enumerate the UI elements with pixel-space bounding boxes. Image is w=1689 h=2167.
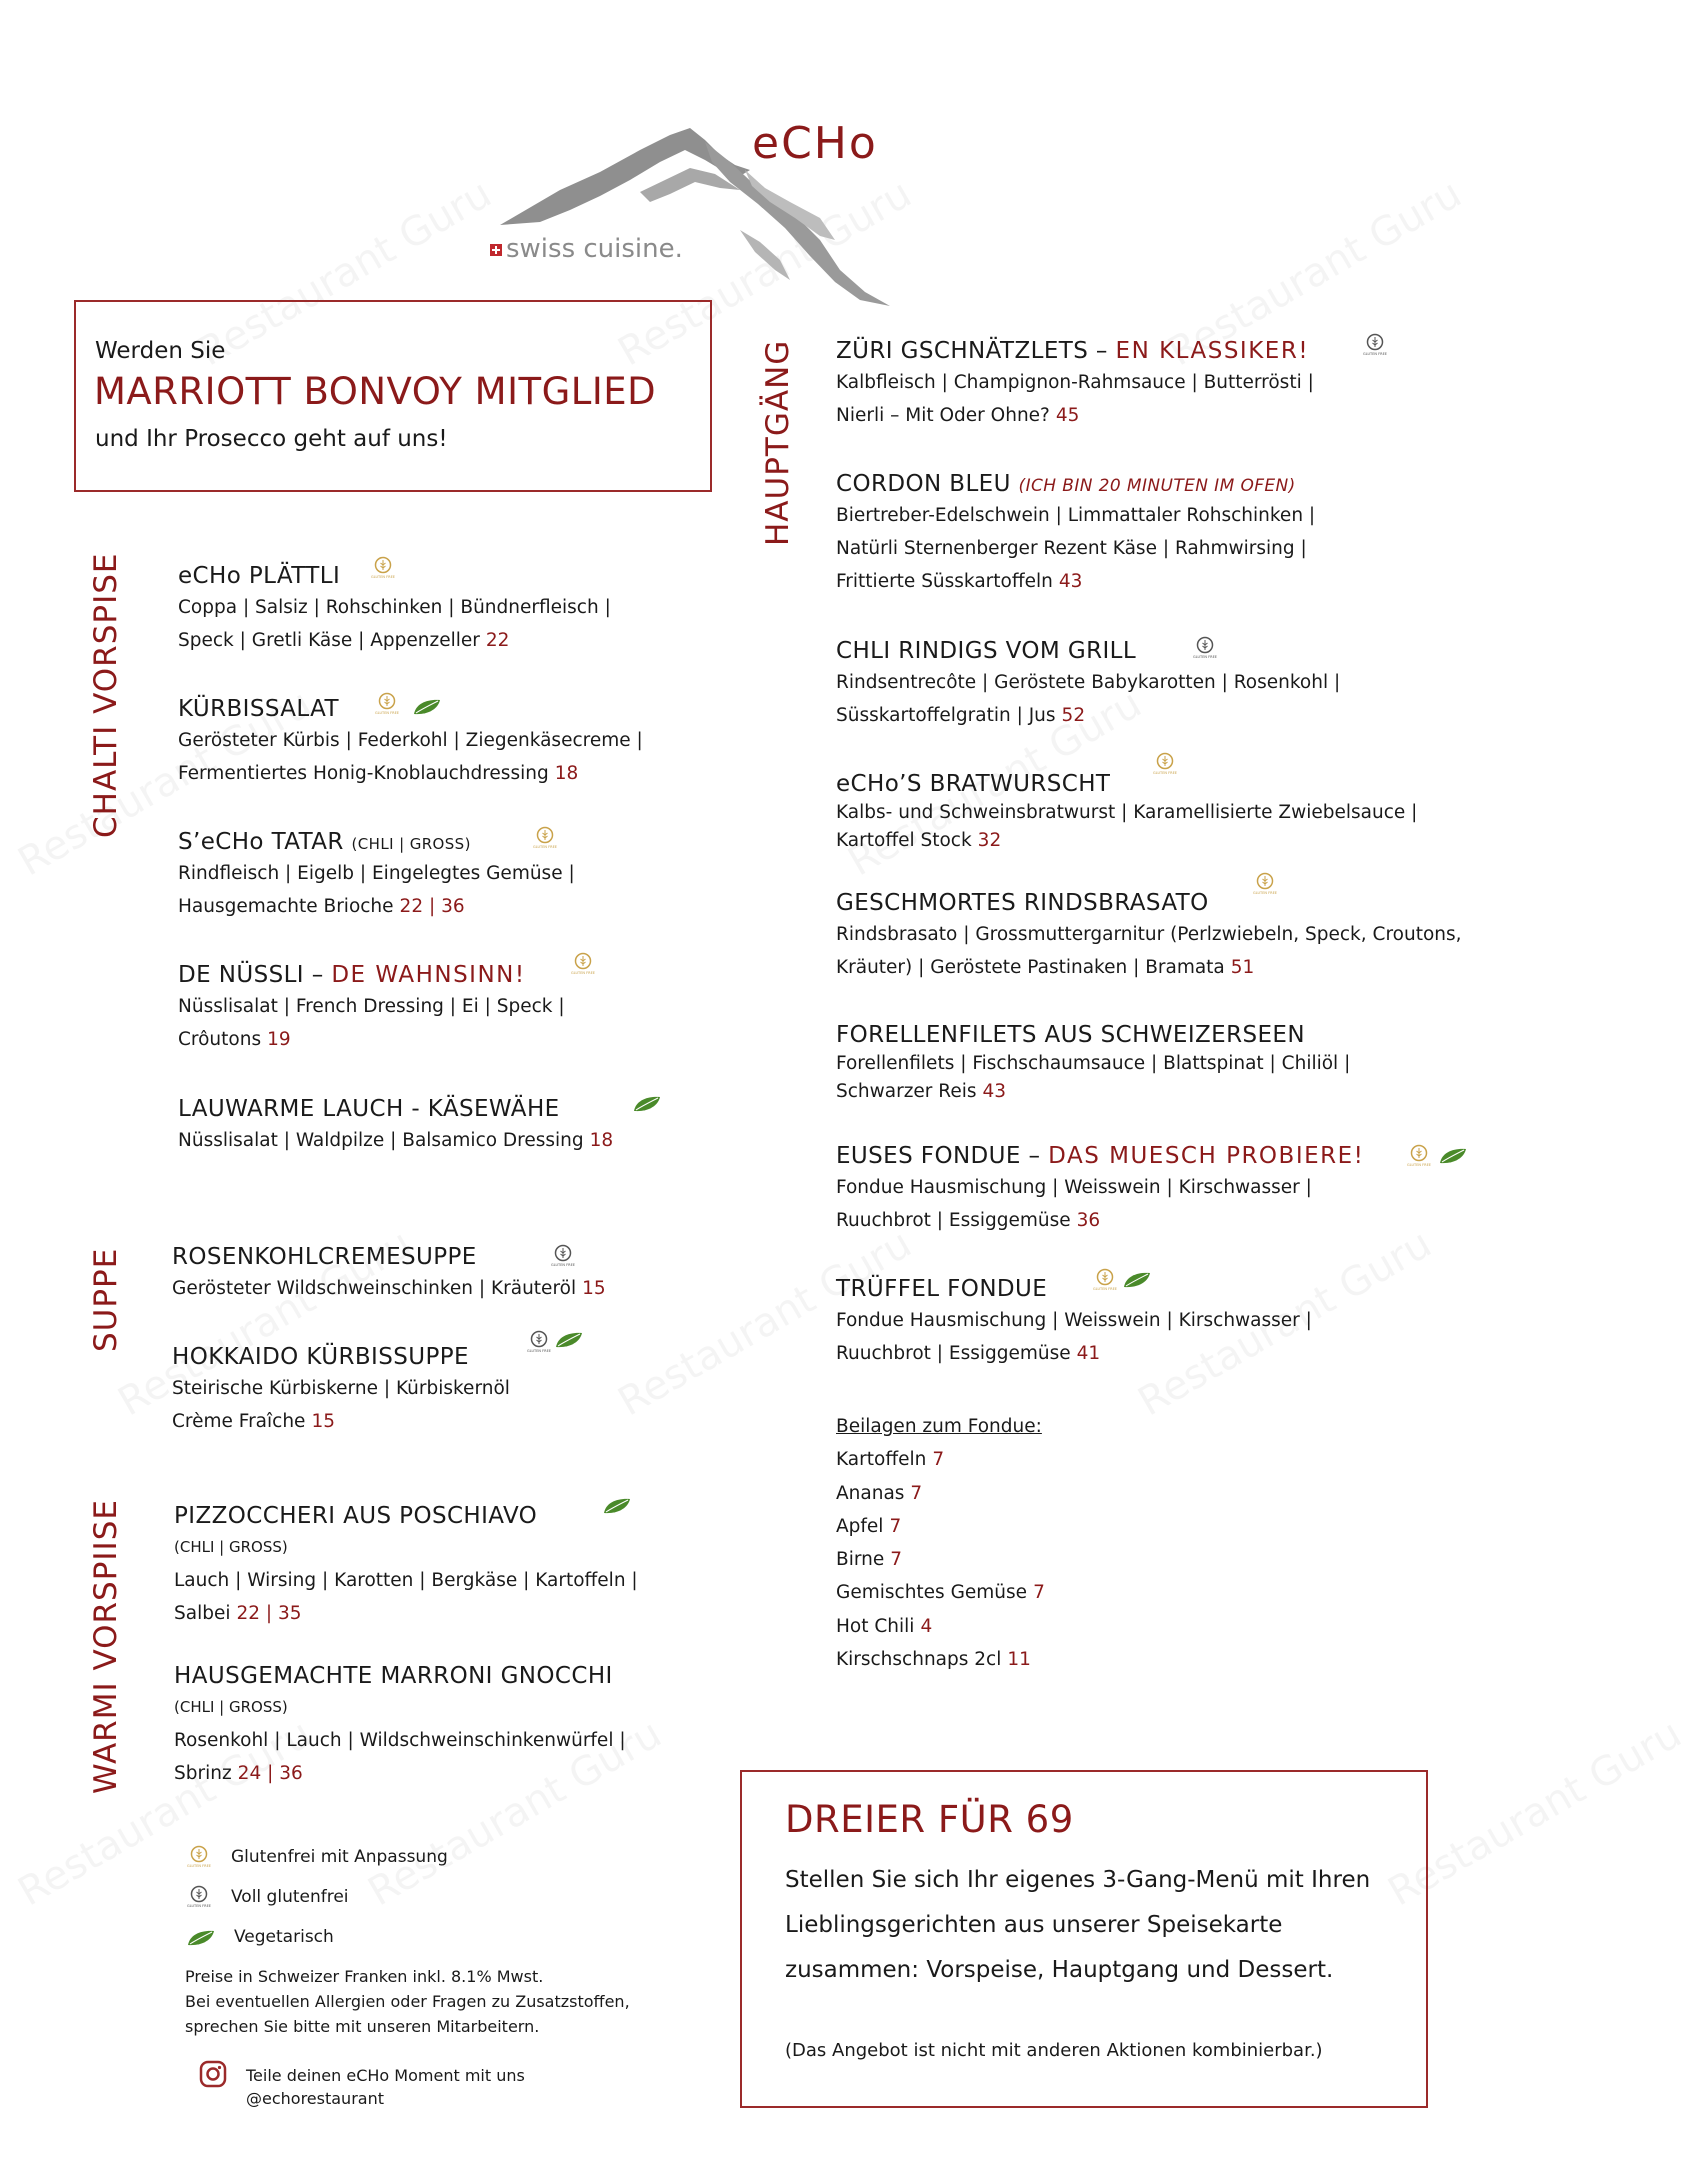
desc-line: [178, 1023, 565, 1056]
desc-line: [178, 624, 611, 657]
menu-item: [836, 1143, 1364, 1237]
item-price: 22: [485, 630, 510, 651]
icon-label: GLUTEN FREE: [187, 1864, 211, 1868]
item-title: HAUSGEMACHTE MARRONI GNOCCHI: [174, 1663, 613, 1689]
vegetarian-leaf-icon: [186, 1928, 216, 1948]
item-price: 24 | 36: [237, 1763, 303, 1784]
menu-item: [836, 338, 1314, 432]
gluten-free-adapt-icon: [371, 556, 395, 582]
desc-text: Sbrinz: [174, 1763, 232, 1784]
size-note: (CHLI | GROSS): [174, 1538, 288, 1556]
item-title: ROSENKOHLCREMESUPPE: [172, 1244, 477, 1270]
desc-line: [172, 1405, 510, 1438]
side-name: Kirschschnaps 2cl: [836, 1649, 1002, 1671]
item-desc: [836, 666, 1340, 732]
desc-text: Schwarzer Reis: [836, 1081, 977, 1102]
desc-line: Natürli Sternenberger Rezent Käse | Rahmwirsing |: [836, 538, 1307, 559]
item-price: 36: [1076, 1210, 1101, 1231]
size-note: (CHLI | GROSS): [174, 1698, 288, 1716]
desc-text: Gerösteter Wildschweinschinken | Kräuteröl: [172, 1278, 577, 1299]
desc-line: Rosenkohl | Lauch | Wildschweinschinkenwürfel |: [174, 1730, 626, 1751]
item-title: [836, 471, 1315, 497]
menu-item: [172, 1244, 606, 1305]
list-item: [836, 1576, 1045, 1609]
item-desc: [178, 857, 575, 923]
desc-line: Fondue Hausmischung | Weisswein | Kirschwasser |: [836, 1177, 1312, 1198]
item-desc: [836, 1304, 1312, 1370]
side-name: Ananas: [836, 1482, 905, 1504]
side-name: Kartoffeln: [836, 1449, 927, 1471]
gluten-free-full-icon: [527, 1330, 551, 1356]
list-item: [836, 1510, 1045, 1543]
item-desc: [836, 918, 1462, 984]
item-price: 19: [267, 1029, 291, 1050]
desc-line: [178, 890, 575, 923]
section-label-suppe: SUPPE: [88, 1247, 124, 1352]
item-desc: [836, 799, 1417, 855]
side-name: Apfel: [836, 1515, 884, 1537]
side-name: Gemischtes Gemüse: [836, 1582, 1028, 1604]
menu-item: [172, 1344, 510, 1438]
desc-text: Hausgemachte Brioche: [178, 896, 394, 917]
desc-text: Crôutons: [178, 1029, 262, 1050]
gluten-free-adapt-icon: [1093, 1268, 1117, 1294]
gluten-free-full-icon: [1363, 333, 1387, 359]
vegetarian-leaf-icon: [632, 1094, 662, 1114]
gluten-free-full-icon: [1193, 636, 1217, 662]
promo-line3: und Ihr Prosecco geht auf uns!: [95, 426, 448, 452]
list-item: [836, 1477, 1045, 1510]
item-desc: [172, 1372, 510, 1438]
icon-label: GLUTEN FREE: [1153, 771, 1177, 775]
gluten-free-adapt-icon: [375, 692, 399, 718]
legend-gf-adapt: Glutenfrei mit Anpassung: [231, 1847, 448, 1867]
desc-text: Nierli – Mit Oder Ohne?: [836, 405, 1050, 426]
item-desc: [172, 1272, 606, 1305]
desc-line: [836, 565, 1315, 598]
desc-line: Kalbfleisch | Champignon-Rahmsauce | Butterrösti |: [836, 372, 1314, 393]
item-title: [178, 962, 565, 988]
icon-label: GLUTEN FREE: [533, 845, 557, 849]
item-desc: [178, 1124, 613, 1157]
item-title: FORELLENFILETS AUS SCHWEIZERSEEN: [836, 1022, 1305, 1048]
item-title: GESCHMORTES RINDSBRASATO: [836, 890, 1209, 916]
section-label-haupt: HAUPTGÄNG: [760, 339, 796, 546]
title-accent: EN KLASSIKER!: [1115, 338, 1310, 364]
desc-line: Rindsentrecôte | Geröstete Babykarotten | Rosenkohl |: [836, 672, 1341, 693]
title-text: CORDON BLEU: [836, 471, 1019, 497]
desc-line: [836, 1204, 1364, 1237]
item-price: 43: [982, 1081, 1007, 1102]
title-note: (ICH BIN 20 MINUTEN IM OFEN): [1018, 476, 1296, 496]
item-title: [836, 338, 1314, 364]
fondue-sides: [836, 1410, 1045, 1676]
menu-item: [178, 1096, 613, 1157]
dreier-promo-box: [740, 1770, 1428, 2108]
gluten-free-adapt-icon: [533, 826, 557, 852]
icon-label: GLUTEN FREE: [527, 1349, 551, 1353]
gluten-free-adapt-icon: [187, 1845, 211, 1871]
desc-line: Steirische Kürbiskerne | Kürbiskernöl: [172, 1378, 510, 1399]
promo-line1: Werden Sie: [95, 338, 226, 364]
gluten-free-adapt-icon: [571, 952, 595, 978]
menu-item: [178, 829, 575, 923]
item-desc: [174, 1531, 638, 1630]
icon-label: GLUTEN FREE: [1407, 1163, 1431, 1167]
gluten-free-full-icon: [551, 1244, 575, 1270]
menu-item: [836, 890, 1462, 984]
desc-line: [836, 399, 1314, 432]
item-desc: [836, 499, 1315, 598]
item-title: PIZZOCCHERI AUS POSCHIAVO: [174, 1503, 538, 1529]
icon-label: GLUTEN FREE: [551, 1263, 575, 1267]
promo-line: Lieblingsgerichten aus unserer Speisekarte: [785, 1912, 1283, 1938]
size-note: (CHLI | GROSS): [351, 835, 471, 853]
item-desc: [178, 591, 611, 657]
title-accent: DAS MUESCH PROBIERE!: [1048, 1143, 1365, 1169]
note-line: sprechen Sie bitte mit unseren Mitarbeitern.: [185, 2017, 540, 2036]
promo-line: Stellen Sie sich Ihr eigenes 3-Gang-Menü mit Ihren: [785, 1867, 1371, 1893]
item-price: 15: [311, 1411, 335, 1432]
title-text: S’eCHo TATAR: [178, 829, 344, 855]
desc-line: Rindfleisch | Eigelb | Eingelegtes Gemüse |: [178, 863, 575, 884]
desc-text: Ruuchbrot | Essiggemüse: [836, 1210, 1071, 1231]
item-desc: [836, 1050, 1350, 1106]
menu-item: [836, 771, 1417, 855]
icon-label: GLUTEN FREE: [371, 575, 395, 579]
item-price: 18: [589, 1130, 614, 1151]
item-desc: [178, 724, 643, 790]
desc-line: Gerösteter Kürbis | Federkohl | Ziegenkäsecreme |: [178, 730, 643, 751]
gluten-free-adapt-icon: [1253, 872, 1277, 898]
item-title: TRÜFFEL FONDUE: [836, 1276, 1048, 1302]
item-price: 45: [1055, 405, 1080, 426]
item-price: 43: [1058, 571, 1083, 592]
vegetarian-leaf-icon: [602, 1496, 632, 1516]
desc-line: Forellenfilets | Fischschaumsauce | Blattspinat | Chiliöl |: [836, 1053, 1351, 1074]
price-note: [185, 1964, 630, 2039]
item-price: 22 | 35: [236, 1603, 302, 1624]
item-title: eCHo’S BRATWURSCHT: [836, 771, 1111, 797]
icon-label: GLUTEN FREE: [1093, 1287, 1117, 1291]
item-price: 7: [889, 1515, 902, 1537]
desc-line: [836, 951, 1462, 984]
item-title: eCHo PLÄTTLI: [178, 563, 341, 589]
side-name: Birne: [836, 1549, 885, 1571]
desc-text: Fermentiertes Honig-Knoblauchdressing: [178, 763, 549, 784]
promo-text: [785, 1858, 1370, 1993]
desc-text: Kartoffel Stock: [836, 830, 972, 851]
icon-label: GLUTEN FREE: [1363, 352, 1387, 356]
promo-headline: DREIER FÜR 69: [785, 1798, 1074, 1841]
icon-label: GLUTEN FREE: [1193, 655, 1217, 659]
item-price: 11: [1007, 1649, 1031, 1671]
gluten-free-adapt-icon: [1407, 1144, 1431, 1170]
legend-veg: Vegetarisch: [234, 1927, 334, 1947]
item-title: CHLI RINDIGS VOM GRILL: [836, 638, 1137, 664]
desc-line: Fondue Hausmischung | Weisswein | Kirschwasser |: [836, 1310, 1312, 1331]
item-title: KÜRBISSALAT: [178, 696, 339, 722]
vegetarian-leaf-icon: [1438, 1146, 1468, 1166]
brand-wordmark: eCHo: [752, 118, 878, 169]
desc-text: Kräuter) | Geröstete Pastinaken | Bramata: [836, 957, 1225, 978]
desc-text: Nüsslisalat | Waldpilze | Balsamico Dressing: [178, 1130, 584, 1151]
sides-heading: Beilagen zum Fondue:: [836, 1416, 1042, 1437]
social-line: Teile deinen eCHo Moment mit uns: [246, 2066, 525, 2085]
item-price: 7: [910, 1482, 923, 1504]
menu-item: [178, 962, 565, 1056]
section-label-chalti: CHALTI VORSPISE: [88, 552, 124, 838]
desc-line: [836, 827, 1417, 855]
item-price: 41: [1076, 1343, 1101, 1364]
brand-logo: [490, 110, 970, 310]
promo-disclaimer: (Das Angebot ist nicht mit anderen Aktionen kombinierbar.): [785, 2040, 1323, 2061]
desc-line: [836, 699, 1340, 732]
desc-line: [836, 1337, 1312, 1370]
bonvoy-promo-box: [74, 300, 712, 492]
list-item: [836, 1543, 1045, 1576]
desc-line: [178, 1124, 613, 1157]
desc-line: Kalbs- und Schweinsbratwurst | Karamellisierte Zwiebelsauce |: [836, 802, 1418, 823]
side-name: Hot Chili: [836, 1615, 915, 1637]
item-price: 32: [977, 830, 1002, 851]
menu-item: [836, 471, 1315, 598]
title-text: DE NÜSSLI –: [178, 962, 332, 988]
desc-line: [178, 757, 643, 790]
title-text: EUSES FONDUE –: [836, 1143, 1049, 1169]
item-price: 18: [554, 763, 579, 784]
item-title: LAUWARME LAUCH - KÄSEWÄHE: [178, 1096, 560, 1122]
desc-line: Rindsbrasato | Grossmuttergarnitur (Perlzwiebeln, Speck, Croutons,: [836, 924, 1462, 945]
menu-item: [836, 1276, 1312, 1370]
desc-line: [172, 1272, 606, 1305]
item-price: 4: [920, 1615, 933, 1637]
tagline-text: swiss cuisine.: [506, 234, 683, 264]
item-desc: [836, 1171, 1364, 1237]
note-line: Bei eventuellen Allergien oder Fragen zu Zusatzstoffen,: [185, 1992, 630, 2011]
desc-line: Coppa | Salsiz | Rohschinken | Bündnerfleisch |: [178, 597, 611, 618]
list-item: [836, 1610, 1045, 1643]
item-price: 7: [890, 1549, 903, 1571]
vegetarian-leaf-icon: [1122, 1270, 1152, 1290]
desc-line: Nüsslisalat | French Dressing | Ei | Speck |: [178, 996, 565, 1017]
desc-text: Salbei: [174, 1603, 231, 1624]
item-title: [836, 1143, 1364, 1169]
desc-line: Biertreber-Edelschwein | Limmattaler Rohschinken |: [836, 505, 1316, 526]
instagram-handle-link[interactable]: @echorestaurant: [246, 2089, 384, 2108]
item-desc: [836, 366, 1314, 432]
item-price: 52: [1061, 705, 1086, 726]
gluten-free-adapt-icon: [1153, 752, 1177, 778]
icon-label: GLUTEN FREE: [1253, 891, 1277, 895]
mountain-logo-graphic: [490, 110, 970, 310]
desc-line: Lauch | Wirsing | Karotten | Bergkäse | Kartoffeln |: [174, 1570, 638, 1591]
desc-line: [174, 1757, 626, 1790]
item-price: 51: [1230, 957, 1255, 978]
icon-label: GLUTEN FREE: [375, 711, 399, 715]
brand-tagline: [490, 234, 683, 264]
social-block: [246, 2064, 525, 2110]
menu-item: [174, 1503, 638, 1630]
list-item: [836, 1643, 1045, 1676]
menu-item: [174, 1663, 626, 1790]
item-title: [178, 829, 575, 855]
section-label-warmi: WARMI VORSPIISE: [88, 1499, 124, 1794]
list-item: [836, 1443, 1045, 1476]
desc-text: Ruuchbrot | Essiggemüse: [836, 1343, 1071, 1364]
promo-line: zusammen: Vorspeise, Hauptgang und Dessert.: [785, 1957, 1334, 1983]
title-text: ZÜRI GSCHNÄTZLETS –: [836, 338, 1116, 364]
vegetarian-leaf-icon: [412, 697, 442, 717]
icon-label: GLUTEN FREE: [187, 1904, 211, 1908]
desc-line: [836, 1078, 1350, 1106]
desc-text: Crème Fraîche: [172, 1411, 306, 1432]
item-title: HOKKAIDO KÜRBISSUPPE: [172, 1344, 469, 1370]
desc-line: [174, 1597, 638, 1630]
item-price: 7: [1033, 1582, 1045, 1604]
menu-item: [836, 1022, 1350, 1106]
desc-text: Speck | Gretli Käse | Appenzeller: [178, 630, 480, 651]
desc-text: Süsskartoffelgratin | Jus: [836, 705, 1056, 726]
desc-text: Frittierte Süsskartoffeln: [836, 571, 1053, 592]
instagram-icon[interactable]: [199, 2060, 227, 2088]
legend-gf-full: Voll glutenfrei: [231, 1887, 349, 1907]
promo-headline: MARRIOTT BONVOY MITGLIED: [94, 370, 657, 413]
title-accent: DE WAHNSINN!: [331, 962, 526, 988]
menu-item: [836, 638, 1340, 732]
icon-label: GLUTEN FREE: [571, 971, 595, 975]
menu-item: [178, 696, 643, 790]
vegetarian-leaf-icon: [554, 1330, 584, 1350]
item-price: 15: [582, 1278, 606, 1299]
gluten-free-full-icon: [187, 1885, 211, 1911]
note-line: Preise in Schweizer Franken inkl. 8.1% Mwst.: [185, 1967, 544, 1986]
item-price: 22 | 36: [399, 896, 465, 917]
swiss-flag-icon: [490, 244, 502, 256]
item-price: 7: [932, 1449, 945, 1471]
item-desc: [178, 990, 565, 1056]
item-desc: [174, 1691, 626, 1790]
